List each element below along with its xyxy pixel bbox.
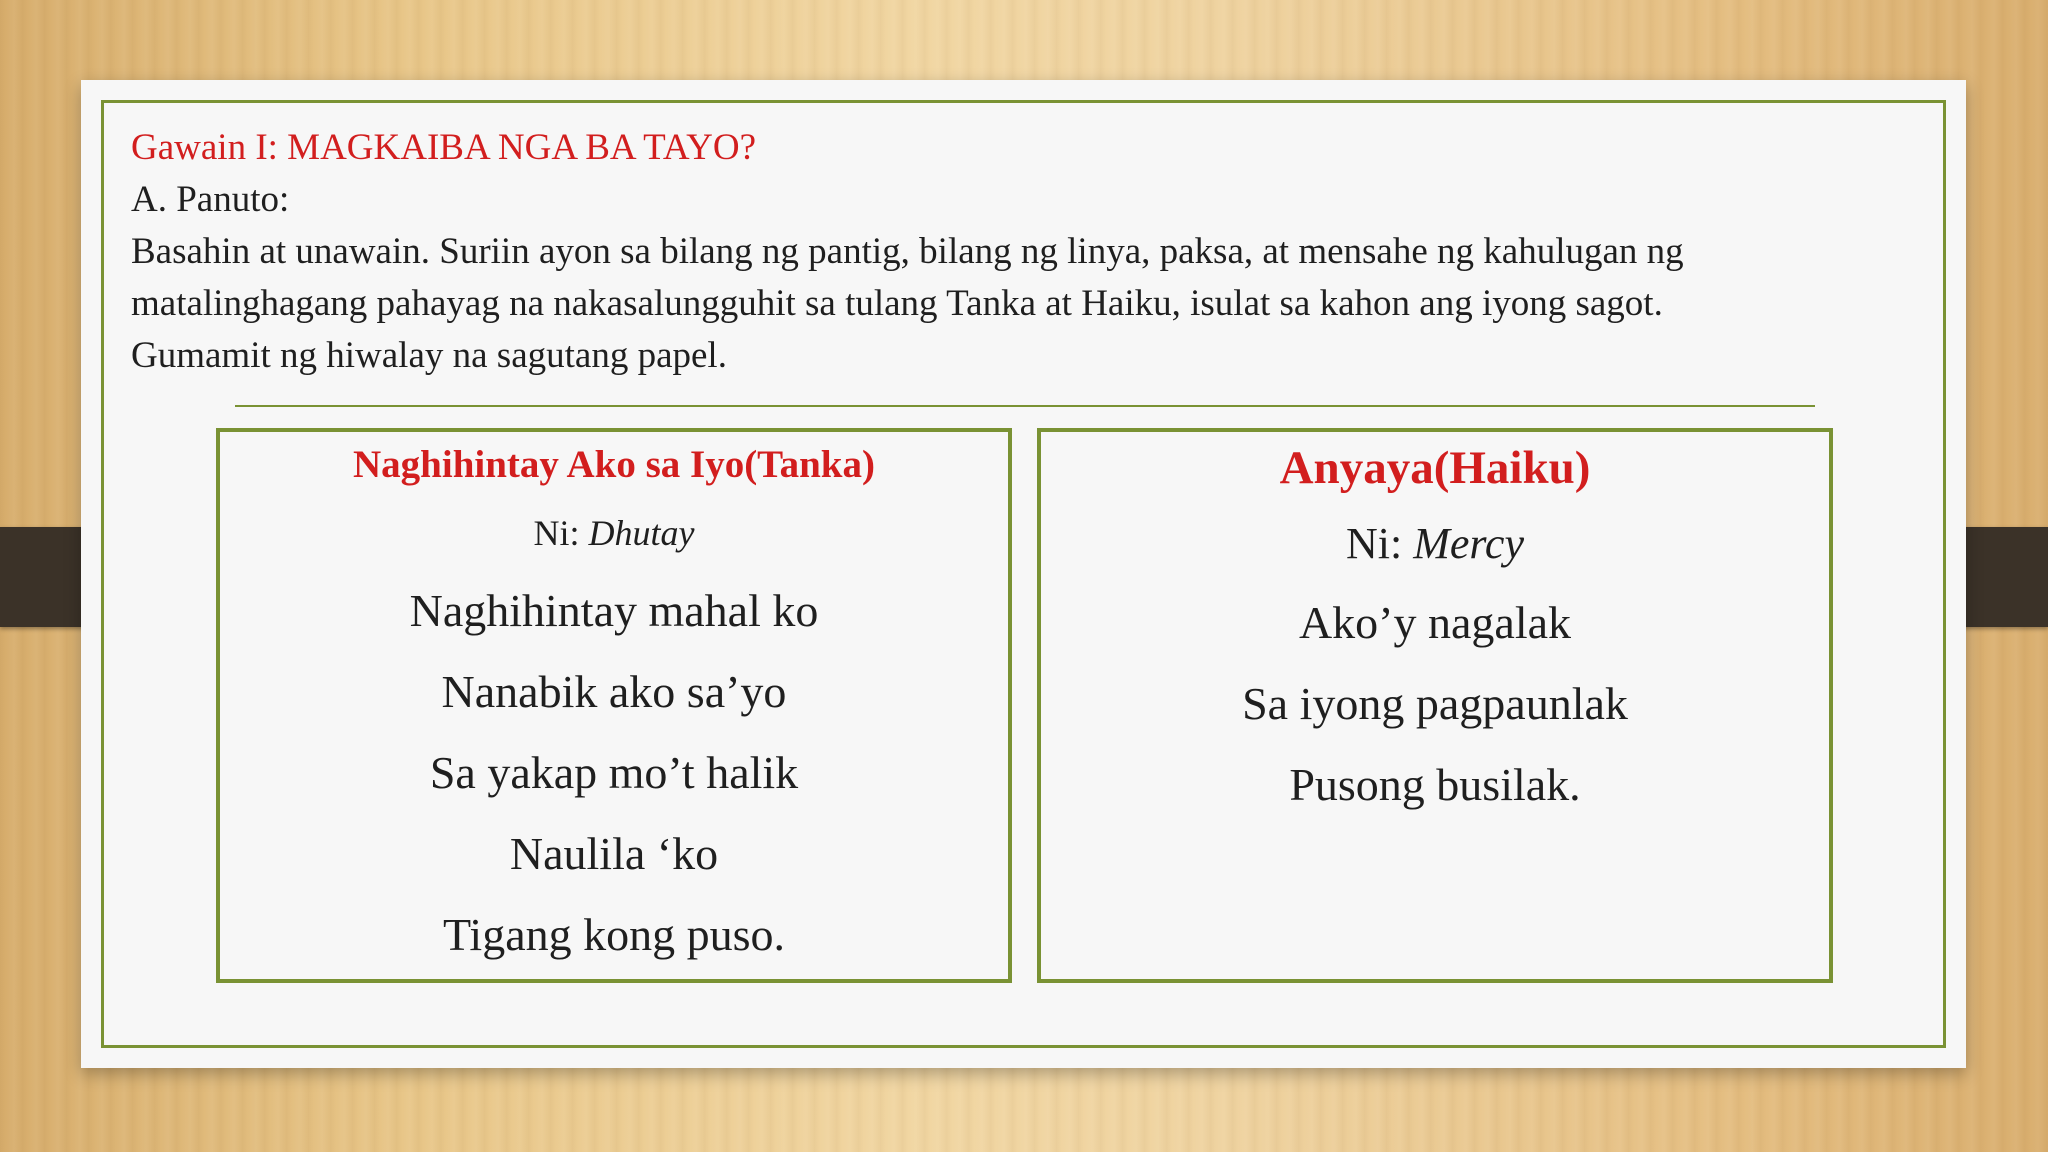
tanka-author-name: Dhutay xyxy=(588,513,695,553)
poem-line: Nanabik ako sa’yo xyxy=(441,666,787,717)
poem-line: Naulila ‘ko xyxy=(509,828,719,879)
slide xyxy=(81,80,1966,1068)
tanka-author xyxy=(220,508,1008,558)
haiku-author xyxy=(1041,514,1829,574)
poem-line: Tigang kong puso. xyxy=(442,909,786,960)
tanka-poem xyxy=(220,570,1008,975)
tanka-box xyxy=(216,428,1012,983)
activity-heading: Gawain I: MAGKAIBA NGA BA TAYO? xyxy=(131,127,757,168)
poem-line: Ako’y nagalak xyxy=(1298,597,1572,648)
tanka-author-prefix: Ni: xyxy=(533,513,589,553)
haiku-author-prefix: Ni: xyxy=(1346,519,1414,568)
divider-line xyxy=(235,405,1815,407)
poem-line: Pusong busilak. xyxy=(1289,759,1581,810)
haiku-box xyxy=(1037,428,1833,983)
instruction-label: A. Panuto: xyxy=(131,179,290,220)
haiku-poem xyxy=(1041,582,1829,825)
instruction-text: Basahin at unawain. Suriin ayon sa bilang ng pantig, bilang ng linya, paksa, at mensahe ng kahulugan ng matalinghagang pahayag na nakasalungguhit sa tulang Tanka at Haiku, isulat sa kahon ang iyong sagot. Gumamit ng hiwalay na sagutang papel. xyxy=(131,231,1684,376)
tanka-title: Naghihintay Ako sa Iyo(Tanka) xyxy=(353,443,875,486)
poem-line: Sa iyong pagpaunlak xyxy=(1242,678,1628,729)
haiku-author-name: Mercy xyxy=(1413,519,1524,568)
poem-line: Naghihintay mahal ko xyxy=(409,585,819,636)
haiku-title: Anyaya(Haiku) xyxy=(1279,442,1591,494)
poem-line: Sa yakap mo’t halik xyxy=(429,747,799,798)
